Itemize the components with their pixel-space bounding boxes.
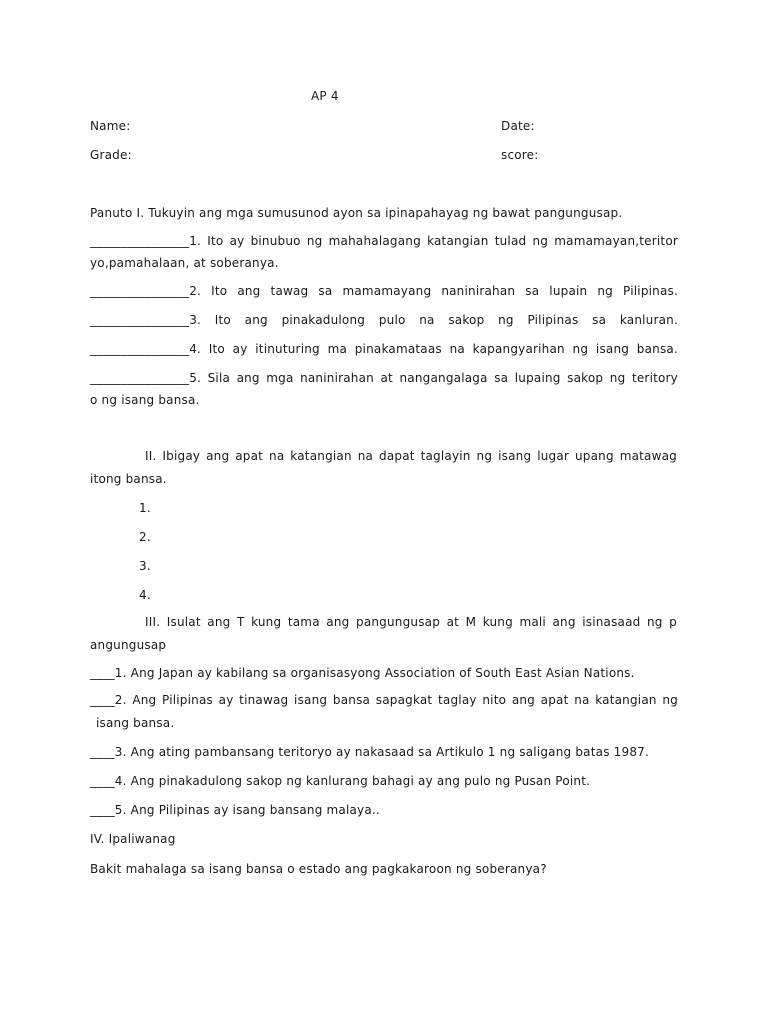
- part4-heading: IV. Ipaliwanag: [90, 832, 176, 846]
- part1-item-2: [90, 281, 678, 302]
- name-label: Name:: [90, 119, 131, 133]
- part3-item-2: [90, 690, 678, 711]
- part1-item-1: [90, 231, 678, 252]
- part3-instructions-text: III. Isulat ang T kung tama ang pangungusap at M kung mali ang isinasaad ng p: [145, 615, 677, 629]
- part3-item-1: ____1. Ang Japan ay kabilang sa organisasyong Association of South East Asian Nations.: [90, 666, 635, 680]
- part1-item-1-line1: ________________1. Ito ay binubuo ng mahahalagang katangian tulad ng mamamayan,teritor: [90, 234, 678, 248]
- part1-instructions: Panuto I. Tukuyin ang mga sumusunod ayon sa ipinapahayag ng bawat pangungusap.: [90, 206, 623, 220]
- part3-item-3: ____3. Ang ating pambansang teritoryo ay nakasaad sa Artikulo 1 ng saligang batas 1987.: [90, 745, 650, 759]
- date-label: Date:: [501, 119, 535, 133]
- part1-item-4-line1: ________________4. Ito ay itinuturing ma pinakamataas na kapangyarihan ng isang bansa.: [90, 342, 678, 356]
- part3-item-5: ____5. Ang Pilipinas ay isang bansang malaya..: [90, 803, 380, 817]
- part1-item-1-line2: yo,pamahalaan, at soberanya.: [90, 256, 279, 270]
- part2-instructions-line2: itong bansa.: [90, 472, 167, 486]
- part3-item-2-line2: isang bansa.: [96, 716, 175, 730]
- part1-item-3: [90, 310, 678, 331]
- part1-item-2-line1: ________________2. Ito ang tawag sa mamamayang naninirahan sa lupain ng Pilipinas.: [90, 284, 678, 298]
- score-label: score:: [501, 148, 539, 162]
- part2-answer-number-1: 1.: [139, 501, 151, 515]
- part4-question: Bakit mahalaga sa isang bansa o estado ang pagkakaroon ng soberanya?: [90, 862, 547, 876]
- part3-instructions-line2: angungusap: [90, 638, 167, 652]
- part2-instructions-line1: [145, 446, 677, 467]
- part2-answer-number-3: 3.: [139, 559, 151, 573]
- part1-item-5: [90, 368, 678, 389]
- part1-item-5-line1: ________________5. Sila ang mga naninirahan at nangangalaga sa lupaing sakop ng teritory: [90, 371, 678, 385]
- part1-item-5-line2: o ng isang bansa.: [90, 393, 200, 407]
- grade-label: Grade:: [90, 148, 132, 162]
- part3-item-2-line1: ____2. Ang Pilipinas ay tinawag isang bansa sapagkat taglay nito ang apat na katangian ng: [90, 693, 678, 707]
- part3-instructions-line1: [145, 612, 677, 633]
- part2-answer-number-4: 4.: [139, 588, 151, 602]
- part2-answer-number-2: 2.: [139, 530, 151, 544]
- part1-item-3-line1: ________________3. Ito ang pinakadulong pulo na sakop ng Pilipinas sa kanluran.: [90, 313, 678, 327]
- part2-instructions-text: II. Ibigay ang apat na katangian na dapat taglayin ng isang lugar upang matawag: [145, 449, 677, 463]
- part1-item-4: [90, 339, 678, 360]
- part3-item-4: ____4. Ang pinakadulong sakop ng kanlurang bahagi ay ang pulo ng Pusan Point.: [90, 774, 591, 788]
- worksheet-title: AP 4: [311, 89, 339, 103]
